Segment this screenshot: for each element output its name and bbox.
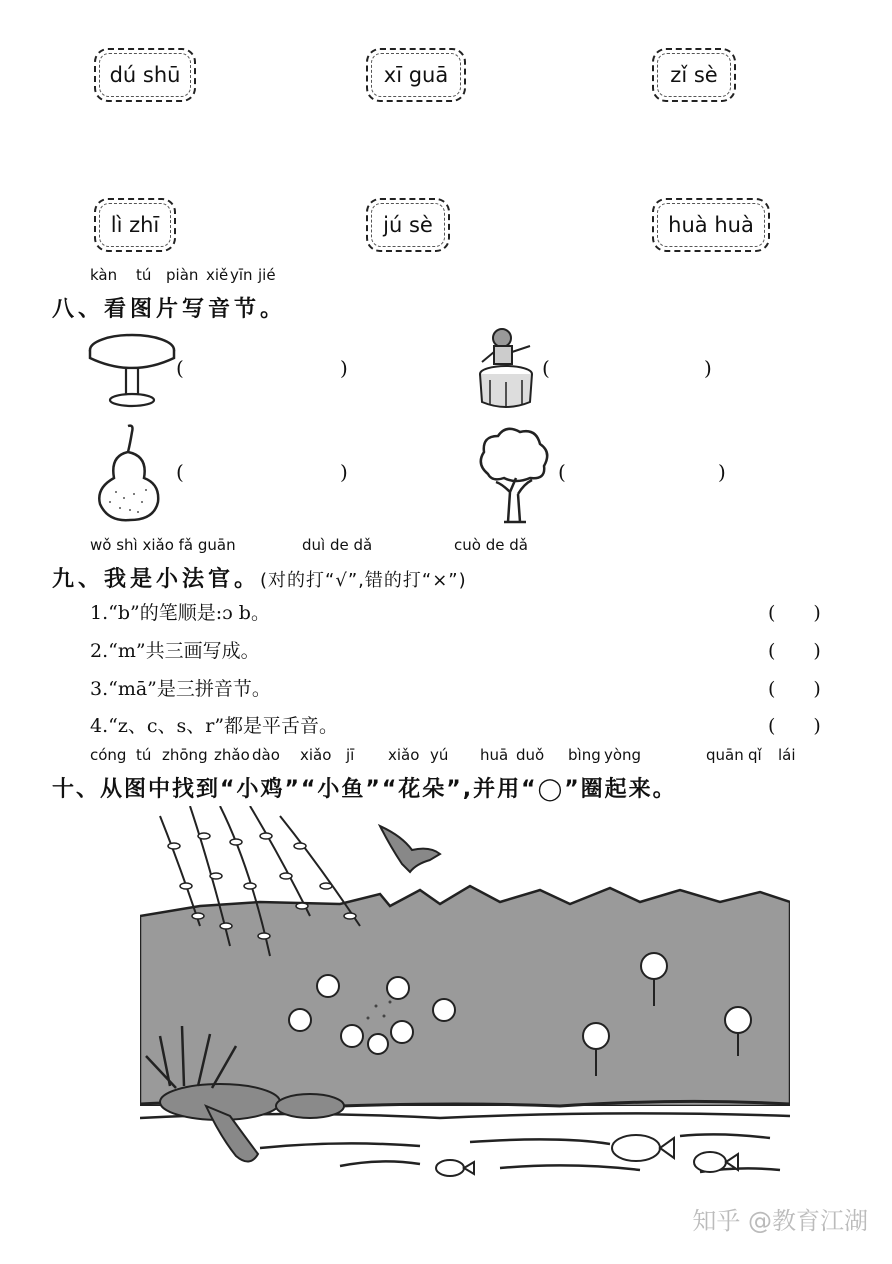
pond-scene-illustration [140, 806, 790, 1206]
table-icon [86, 330, 178, 410]
pinyin-syllable: dào [252, 746, 280, 764]
section9-heading [52, 562, 467, 593]
pinyin-syllable: cóng [90, 746, 127, 764]
paren-open: ( [558, 460, 566, 484]
judge-item: 2.“m”共三画写成。 [90, 640, 260, 662]
paren-open: ( [176, 356, 184, 380]
pinyin-box [94, 198, 176, 252]
rock [276, 1094, 344, 1118]
pinyin-syllable: yú [430, 746, 449, 764]
pinyin-box-text: jú sè [383, 213, 433, 237]
paren-close: ) [340, 460, 348, 484]
pinyin-syllable: tú [136, 266, 152, 284]
pinyin-box-text: dú shū [109, 63, 181, 87]
pinyin-syllable: xiǎo [388, 746, 420, 764]
pinyin-box-text: lì zhī [110, 213, 160, 237]
pinyin-syllable: quān [706, 746, 744, 764]
pinyin-box-text: zǐ sè [670, 63, 718, 87]
watermark: 知乎 @教育江湖 [692, 1207, 868, 1235]
answer-blank[interactable]: ( ) [768, 640, 821, 662]
paren-close: ) [340, 356, 348, 380]
pinyin-box-text: huà huà [668, 213, 754, 237]
pinyin-box-text: xī guā [383, 63, 449, 87]
answer-blank[interactable]: ( ) [768, 602, 821, 624]
grass-field [140, 886, 790, 1106]
pinyin-syllable: cuò de dǎ [454, 536, 528, 554]
pinyin-syllable: zhōng [162, 746, 208, 764]
pinyin-syllable: kàn [90, 266, 118, 284]
answer-blank[interactable]: ( ) [768, 715, 821, 737]
pear-icon [94, 422, 164, 524]
pinyin-box [366, 198, 450, 252]
pinyin-syllable: yòng [604, 746, 642, 764]
pinyin-syllable: tú [136, 746, 152, 764]
pinyin-syllable: jié [258, 266, 276, 284]
pinyin-syllable: qǐ [748, 746, 762, 764]
pinyin-syllable: wǒ shì xiǎo fǎ guān [90, 536, 236, 554]
paren-close: ) [704, 356, 712, 380]
drum-icon [474, 324, 544, 414]
pinyin-syllable: huā [480, 746, 509, 764]
pinyin-syllable: jī [346, 746, 355, 764]
pinyin-syllable: xiǎo [300, 746, 332, 764]
paren-open: ( [176, 460, 184, 484]
pinyin-box [652, 48, 736, 102]
pinyin-syllable: duì de dǎ [302, 536, 373, 554]
pinyin-syllable: duǒ [516, 746, 545, 764]
section9-title: 九、我是小法官。 [52, 567, 261, 592]
section10-title: 十、从图中找到“小鸡”“小鱼”“花朵”,并用“◯”圈起来。 [52, 777, 677, 802]
tree-icon [474, 424, 554, 524]
pinyin-box [652, 198, 770, 252]
pinyin-box [94, 48, 196, 102]
judge-item: 1.“b”的笔顺是:ɔ b。 [90, 602, 270, 624]
pinyin-syllable: bìng [568, 746, 601, 764]
paren-close: ) [718, 460, 726, 484]
paren-open: ( [542, 356, 550, 380]
answer-blank[interactable]: ( ) [768, 678, 821, 700]
pinyin-syllable: yīn [230, 266, 253, 284]
pinyin-syllable: zhǎo [214, 746, 250, 764]
section9-note: (对的打“√”,错的打“×”) [260, 570, 467, 591]
pinyin-box [366, 48, 466, 102]
pinyin-syllable: piàn [166, 266, 199, 284]
pinyin-syllable: xiě [206, 266, 229, 284]
pinyin-syllable: lái [778, 746, 796, 764]
section8-title: 八、看图片写音节。 [52, 297, 287, 322]
judge-item: 3.“mā”是三拼音节。 [90, 678, 271, 700]
judge-item: 4.“z、c、s、r”都是平舌音。 [90, 715, 339, 737]
bird [380, 826, 440, 872]
